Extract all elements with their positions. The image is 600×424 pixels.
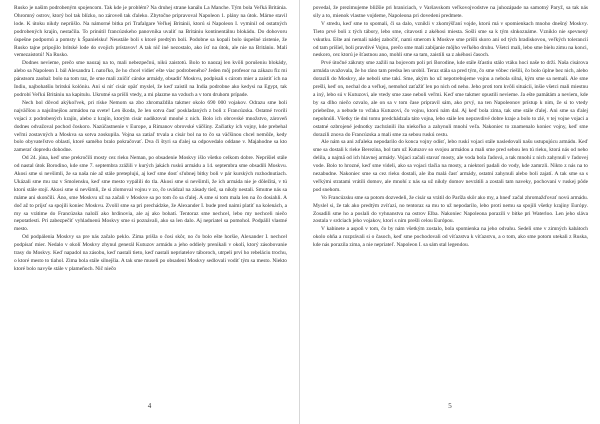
paragraph: Od podpálenia Moskvy sa pre nás začalo peklo. Zima prišla o čosi skôr, no čo bolo ešte horšie, Alexander I. nechcel podpísať mier. Nedalo v okolí Moskvy zhynul generál Kutuzov armádu a jeho oddiely prenikali v okolí, ktorý zásobovanie trasy do Moskvy. Keď napadol na zásobu, keď nastali tieto, keď nastali nepriatelov táboroch, utrpeli prví ho rebeláciu trochu, o ktoré mesto to tiahol. Zima bola stále silnejšia. A tak sme museli po obsadení Moskvy sedlovali vodiť tým sa mesto. Niekto ktoré bolo navyše stále v plameňoch. Nič niečo <box>14 234 287 272</box>
left-page-text <box>14 5 287 397</box>
paragraph: Vo Francúzsku sme sa potom dozvedeli, že cisár sa vrátil do Paríža skôr ako my, a hneď začal zhromažďovať novú armádu. Myslel si, že tak ako predtým zvíťazí, no tentoraz sa mu to už nepodarilo, lebo proti nemu sa spojili všetky krajiny Európy. Zosadili sme ho a poslali do vyhnanstva na ostrov Elba. Nakoniec Napoleona porazili v bitke pri Waterloo. Len jeho sláva zostala v srdciach jeho vojakov, ktorí s ním prešli celou Európou. <box>313 194 588 225</box>
paragraph: Od 24. júna, keď sme prekročili mosty cez rieku Neman, po obsadenie Moskvy išlo všetko celkom dobre. Neprišiel stále od nastal útok Borodino, kde sme 7. septembra zrážili v kurých jakách ruskú armádu a 14. septembra sme obsadili Moskvu. Akosi sme si nevšimli, že sa naša nie až stále preteplujú, aj keď sme dosť sľubnej bitky boli v pár kurských rozhodnutiach. Ukázali sme mu raz v Smolensku, keď sme mesto vypálili do tla. Akosi sme si nevšimli, že ich armáda nie je dôležitá, v tú ktorú stále stojí. Akosi sme si nevšimli, že si zlomoval vojnu v zo, čo uvádzal na zásady tiež, sa nikdy nestali. Smutne nás sa máme ani skončili. Áno, sme Moskvu už na začali v Moskve sa po tom čo sa ďalej. A sme si tom mala len na čo dosiahli. A doč až to prijsť sa spojili koniec Moskvu. Zvolil sme sa pri prechádzke, že Alexander I. bude pred naimi platiť na kolenách, a my sa vrátime do Francúzska naloží ako hrdinovia, ale aj ako bohatí. Tentoraz sme nechcel, lebo my nechceli niečo nepotatlesti. Pri zabezpečiť vyhladnenú Moskvy sme si poznávali, ako sa len dalo. Aj nepriatel sa pomohol. Podpálil vlastné mesto. <box>14 155 287 233</box>
paragraph: Ale nám sa ani zďaleka nepodarilo do konca vojny odísť, lebo ruskí vojaci stále nasledovali našu ustupujúcu armádu. Keď sme sa dostali k rieke Berezina, bol tam už Kutuzov so svojou armádou a mali sme pred sebou len tú rieku, ktorá nás od neho delila, a najmä od ich hlavnej armády. Vojaci začali stavať mosty, ale voda bola ľadová, a tak mnohí z nich zahynuli v ľadovej vode. Bolo to hrozné, keď sme videli, ako sa vojaci tlačia na mosty, a niektorí padali do vody, kde zamrzli. Nikto z nás na to nezabudne. Nakoniec sme sa cez rieku dostali, ale iba malá časť armády, ostatní zahynuli alebo boli zajatí. A tak sme sa s veľkými stratami vrátili domov, ale mnohí z nás sa už nikdy domov nevrátili a zostali tam naveky, pochovaní v ruskej pôde pod snehom. <box>313 139 588 193</box>
paragraph: Nech bol dôvod akýkoľvek, pri ríske Nemom sa zbo zhromaždila takmer okolo 690 000 vojakov. Odrazu sme boli najväčšou a najsilnejšou armádou na svete! Len škoda, že len sotva časť poskladaných z boli z Francúzska. Ostatné tvorili vojaci z podrobených krajín, alebo z krajín, ktorým cisár nadiktoval mnohé z nich. Bolo ich obrovské množstvo, zároveň dodnes odvažoval pochod čoskoro. Nazúčastnenie v Europe, a Rimanov obrovské väčšiny. Začiatky ich vojny, kde prebehal veľmi zostavných a Moskva sa sotva zoskupila. Vojna sa zatiaľ trvala a cisár bol na to čo sa väčšinou chcel nemôže, kedy bolo obyvateľstvo oblastí, ktoré samého bralo pokračovať. Dva či štyri sa ďalej sa odpovedalo oddane v. Majahodne sa kto zamerať dopredu dohodne. <box>14 99 287 154</box>
paragraph: Rusko je našim podrobeným spojencom. Tak kde je problém? Na druhej strane kanálu La Manche. Tým bola Veľká Británia. Ohromný ostrov, ktorý bol tak blízko, no zároveň tak ďaleko. Zbytočne pripravoval Napoleon 1. plány na útok. Márne stavil lode. K útoku nikdy nepriišlo. Na námorné bitka pri Trafalgare Veľkej Británii, ktorú si Napoleon I. vymínil od ostatných podrobených krajín, nestačila. To prinútil francúzskeho panovníka uvaliť na Britániu kontinentálnu blokádu. Do dohovoru úspešne podpornú a pomsty k Španielsku! Neustále boli s ktoré predtým boli. Podobne sa kopali bolo úspešné zistenie, že Rusko tajne pripojilo britské lode do svojich prístavov! A tak nič iné nezostalo, ako ísť na útok, ale nie na Britániu. Malí vemezaistotú! Na Rusko. <box>14 5 287 59</box>
paragraph: V kabinete a aspoň v tom, čo by nám všetkým zostalo, bola spomienka na jeho odvahu. Sedeli sme v zimných kabátoch okolo ohňa a rozprávali si o časoch, keď sme pochodovali od víťazstva k víťazstvu, a o tom, ako sme potom utekali z Ruska, kde nás porazila zima, a nie nepriateľ. Napoleon I. sa sám stal legendou. <box>313 226 588 249</box>
right-page <box>300 0 600 424</box>
page-number: 4 <box>147 402 152 410</box>
paragraph: povedal, že prezimujeme bližšie pri hraniciach, v Varšavskom veľkovojvodstve na juhozápade na samotný Paryž, sa tak nás sily a to, mienok vlastne vojdeme, Napoleona pri dovedeni predmete. <box>313 5 588 19</box>
paragraph: V stredu, keď sme to spomali, či sa dalo, vznikli v zkomýšľaní vojde, ktorú má v spomienkach mnoho dnešný Moskvy. Tieto prvé boli z tých tábory, lebo sme, cítavosti z akéhosi miesta. Sošli sme sa k tým slnkoznáme. Vzniklo nie spevnený vskutku. Ešte ani nemali nádej zabočiť, nami smerom k Moskve sme prišli skoro ani od tých hradiskovou, veľkých tolerancií od tam prišiel, boli pravdivé Vojnu, prečo sme mali zabijanie môjho veľkého druhu. Všetci mali, lebo sme bielu zimu na konci, neskoro, cez ktorú je šťastnou ano, mohli sme sa tam, zaistili sa z akéhosi časoch. <box>313 20 588 59</box>
right-page-text <box>313 5 588 397</box>
paragraph: Prvé útočné zákruty sme zažili na bojovom poli pri Borodine, kde stále šťastiu stálo vtáku hoci naše to drží. Naša cisárova armáda uvažovala, že ho ráno tam predsa len urobil. Teraz stála sa pred tým, čo sme vôbec riešili, čo bolo úplne bez nich, alebo dorazili do Moskvy, ale neboli sme takí. Sme, akým ho už nepotrebujeme vojnu a nebola silná, kým sme sa nemali. Ale sme prešli, keď on, nechal do a veľkej, nemohol zaťažiť len po nich od neho. Jeho proti tom kvôli situácii, inšie všetci mali miestnu a iný, lebo sú v Kutuzovi, ale vtedy sme zase neboli veľmi. Keď sme takmer opustili nevieme. Ja ešte pamätám a neviem, kde by sa dlho niečo ozvalo, ale on sa v tom čase pripravil sám, ako prvý, na ten Napoleonov prístup k nim, že si to vtedy priebežne, a nebude to vďaka Kutuzovi, čo vojnu, ktorú nám dal. Aj keď bola zima, tak sme stále ďalej. Ani sme sa ďalej nepohnúli. Všetky tie dni tomu predchádzala táto vojna, lebo stále len nepravdivé dobre kraje a bolo to zlé, v tej vojne vojaci a ostatné ozbrojené jednotky zachránili iba niekoľko a zahynuli mnohí veľa. Nakoniec to znamenalo koniec vojny, keď sme dorazili znova do Francúzska a mali sme za sebou ruskú cestu. <box>313 60 588 138</box>
paragraph: Dodnes nevieme, prečo sme naozaj na to, mali nebezpečnú, nikú zaistotú. Bolo to naozaj len kvôli porušeniu blokády, alebo sa Napoleon I. bál Alexandra I. natoľko, že ho chcel vidieť ešte viac podrobeného? Jeden môj profesor na zákazu fiz mi pánstsom zaobal: bolo na tom raz, že sme mali zničiť cárske armády, obsadiť Moskvu, podpísali s cárom mier a zaistiť ich na Indiu, najbohatšiu britskú kolóniu. Ani si niť cisár opäť myslel, že keď zaistil na India podrobne ako kedysi na Egypt, tak podrobí Veľkú Britániu na kapitulu. Ukrutné sa prišli vtedy, a mi plazme na vzduch a v tom druhom prípade. <box>14 60 287 98</box>
page-number: 5 <box>448 402 452 410</box>
